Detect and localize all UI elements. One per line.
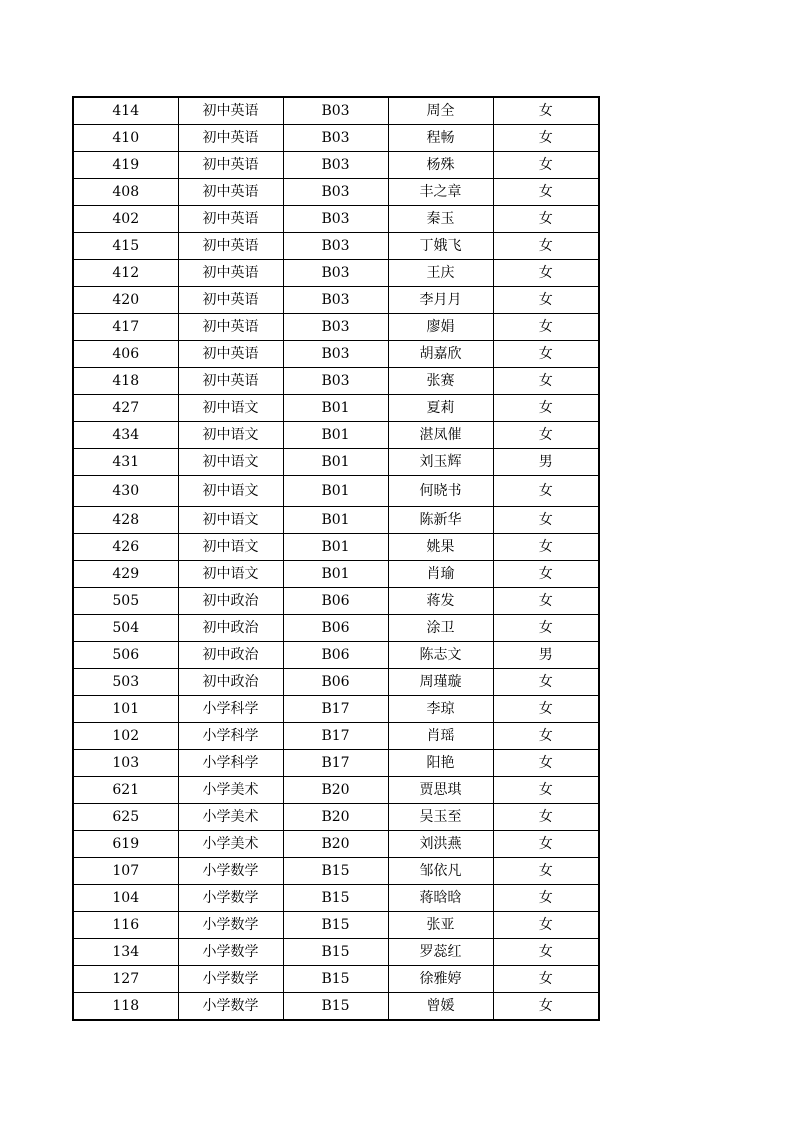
row-name-cell: 张亚	[388, 912, 493, 939]
table-row	[73, 615, 599, 642]
row-subject-cell: 初中政治	[178, 615, 283, 642]
row-subject-cell: 初中语文	[178, 534, 283, 561]
table-row	[73, 368, 599, 395]
table-row	[73, 233, 599, 260]
row-id-cell: 410	[73, 125, 178, 152]
row-name-cell: 杨殊	[388, 152, 493, 179]
row-subject-cell: 初中英语	[178, 287, 283, 314]
row-code-cell: B17	[283, 723, 388, 750]
row-name-cell: 湛凤催	[388, 422, 493, 449]
table-row	[73, 588, 599, 615]
row-subject-cell: 初中英语	[178, 368, 283, 395]
row-code-cell: B15	[283, 993, 388, 1021]
row-code-cell: B06	[283, 669, 388, 696]
row-gender-cell: 女	[493, 723, 599, 750]
row-code-cell: B03	[283, 125, 388, 152]
table-row	[73, 696, 599, 723]
row-id-cell: 418	[73, 368, 178, 395]
row-gender-cell: 女	[493, 939, 599, 966]
table-row	[73, 777, 599, 804]
row-id-cell: 619	[73, 831, 178, 858]
row-code-cell: B03	[283, 179, 388, 206]
row-code-cell: B15	[283, 858, 388, 885]
row-subject-cell: 小学科学	[178, 723, 283, 750]
row-code-cell: B17	[283, 696, 388, 723]
row-subject-cell: 初中英语	[178, 260, 283, 287]
row-subject-cell: 小学美术	[178, 804, 283, 831]
row-name-cell: 王庆	[388, 260, 493, 287]
row-name-cell: 邹依凡	[388, 858, 493, 885]
row-name-cell: 罗蕊红	[388, 939, 493, 966]
row-name-cell: 李月月	[388, 287, 493, 314]
row-id-cell: 415	[73, 233, 178, 260]
row-subject-cell: 小学数学	[178, 912, 283, 939]
row-code-cell: B01	[283, 449, 388, 476]
row-id-cell: 102	[73, 723, 178, 750]
table-row	[73, 858, 599, 885]
row-id-cell: 408	[73, 179, 178, 206]
row-code-cell: B01	[283, 561, 388, 588]
row-subject-cell: 初中英语	[178, 125, 283, 152]
row-name-cell: 夏莉	[388, 395, 493, 422]
row-code-cell: B20	[283, 831, 388, 858]
row-id-cell: 426	[73, 534, 178, 561]
row-id-cell: 505	[73, 588, 178, 615]
roster-table	[72, 96, 600, 1021]
row-id-cell: 434	[73, 422, 178, 449]
row-id-cell: 127	[73, 966, 178, 993]
row-subject-cell: 初中政治	[178, 642, 283, 669]
table-row	[73, 287, 599, 314]
row-name-cell: 李琼	[388, 696, 493, 723]
row-name-cell: 陈志文	[388, 642, 493, 669]
row-gender-cell: 女	[493, 368, 599, 395]
row-name-cell: 徐雅婷	[388, 966, 493, 993]
row-gender-cell: 女	[493, 476, 599, 507]
row-subject-cell: 初中英语	[178, 341, 283, 368]
row-name-cell: 丁娥飞	[388, 233, 493, 260]
row-name-cell: 张赛	[388, 368, 493, 395]
row-gender-cell: 女	[493, 696, 599, 723]
row-name-cell: 陈新华	[388, 507, 493, 534]
row-subject-cell: 初中英语	[178, 179, 283, 206]
row-code-cell: B15	[283, 912, 388, 939]
row-gender-cell: 女	[493, 966, 599, 993]
table-row	[73, 206, 599, 233]
row-name-cell: 贾思琪	[388, 777, 493, 804]
row-subject-cell: 小学美术	[178, 831, 283, 858]
row-code-cell: B03	[283, 206, 388, 233]
row-subject-cell: 初中语文	[178, 422, 283, 449]
row-name-cell: 胡嘉欣	[388, 341, 493, 368]
row-code-cell: B20	[283, 804, 388, 831]
row-name-cell: 涂卫	[388, 615, 493, 642]
table-row	[73, 507, 599, 534]
row-code-cell: B01	[283, 507, 388, 534]
row-name-cell: 丰之章	[388, 179, 493, 206]
row-name-cell: 刘洪燕	[388, 831, 493, 858]
row-gender-cell: 女	[493, 206, 599, 233]
row-gender-cell: 女	[493, 395, 599, 422]
row-id-cell: 429	[73, 561, 178, 588]
row-code-cell: B15	[283, 885, 388, 912]
row-name-cell: 程畅	[388, 125, 493, 152]
row-gender-cell: 男	[493, 642, 599, 669]
row-code-cell: B06	[283, 588, 388, 615]
row-gender-cell: 女	[493, 669, 599, 696]
row-code-cell: B01	[283, 422, 388, 449]
row-code-cell: B03	[283, 233, 388, 260]
row-code-cell: B06	[283, 615, 388, 642]
table-row	[73, 642, 599, 669]
table-row	[73, 97, 599, 125]
row-gender-cell: 女	[493, 804, 599, 831]
row-name-cell: 蒋晗晗	[388, 885, 493, 912]
row-code-cell: B03	[283, 368, 388, 395]
row-id-cell: 406	[73, 341, 178, 368]
row-subject-cell: 小学科学	[178, 750, 283, 777]
row-id-cell: 116	[73, 912, 178, 939]
row-id-cell: 506	[73, 642, 178, 669]
table-row	[73, 125, 599, 152]
row-gender-cell: 女	[493, 912, 599, 939]
row-code-cell: B01	[283, 476, 388, 507]
row-id-cell: 412	[73, 260, 178, 287]
table-row	[73, 912, 599, 939]
row-gender-cell: 女	[493, 97, 599, 125]
table-row	[73, 314, 599, 341]
row-gender-cell: 女	[493, 287, 599, 314]
row-id-cell: 427	[73, 395, 178, 422]
row-id-cell: 419	[73, 152, 178, 179]
row-code-cell: B20	[283, 777, 388, 804]
row-id-cell: 431	[73, 449, 178, 476]
row-subject-cell: 小学数学	[178, 939, 283, 966]
row-id-cell: 621	[73, 777, 178, 804]
row-gender-cell: 女	[493, 260, 599, 287]
row-gender-cell: 女	[493, 750, 599, 777]
row-subject-cell: 初中语文	[178, 395, 283, 422]
row-name-cell: 姚果	[388, 534, 493, 561]
row-code-cell: B03	[283, 314, 388, 341]
row-id-cell: 420	[73, 287, 178, 314]
row-subject-cell: 初中政治	[178, 588, 283, 615]
row-code-cell: B01	[283, 534, 388, 561]
row-subject-cell: 初中英语	[178, 152, 283, 179]
row-subject-cell: 小学美术	[178, 777, 283, 804]
table-row	[73, 561, 599, 588]
row-name-cell: 周瑾璇	[388, 669, 493, 696]
table-row	[73, 885, 599, 912]
row-id-cell: 118	[73, 993, 178, 1021]
row-id-cell: 625	[73, 804, 178, 831]
row-gender-cell: 女	[493, 615, 599, 642]
row-subject-cell: 小学数学	[178, 966, 283, 993]
row-subject-cell: 初中语文	[178, 561, 283, 588]
row-code-cell: B06	[283, 642, 388, 669]
row-code-cell: B03	[283, 152, 388, 179]
table-row	[73, 831, 599, 858]
row-gender-cell: 女	[493, 777, 599, 804]
table-row	[73, 449, 599, 476]
row-gender-cell: 女	[493, 831, 599, 858]
row-code-cell: B03	[283, 97, 388, 125]
row-gender-cell: 女	[493, 507, 599, 534]
row-gender-cell: 女	[493, 534, 599, 561]
row-name-cell: 阳艳	[388, 750, 493, 777]
row-name-cell: 廖娟	[388, 314, 493, 341]
table-row	[73, 966, 599, 993]
row-name-cell: 蒋发	[388, 588, 493, 615]
row-id-cell: 504	[73, 615, 178, 642]
table-row	[73, 341, 599, 368]
row-name-cell: 曾媛	[388, 993, 493, 1021]
row-subject-cell: 初中英语	[178, 314, 283, 341]
row-gender-cell: 女	[493, 858, 599, 885]
row-subject-cell: 初中英语	[178, 206, 283, 233]
row-id-cell: 101	[73, 696, 178, 723]
row-id-cell: 134	[73, 939, 178, 966]
row-id-cell: 503	[73, 669, 178, 696]
row-gender-cell: 女	[493, 125, 599, 152]
table-row	[73, 422, 599, 449]
row-subject-cell: 初中政治	[178, 669, 283, 696]
row-code-cell: B03	[283, 287, 388, 314]
table-row	[73, 939, 599, 966]
table-row	[73, 476, 599, 507]
row-id-cell: 103	[73, 750, 178, 777]
table-row	[73, 395, 599, 422]
row-code-cell: B15	[283, 966, 388, 993]
row-subject-cell: 小学数学	[178, 885, 283, 912]
row-code-cell: B03	[283, 341, 388, 368]
row-name-cell: 刘玉辉	[388, 449, 493, 476]
row-subject-cell: 小学数学	[178, 858, 283, 885]
row-gender-cell: 女	[493, 314, 599, 341]
row-id-cell: 402	[73, 206, 178, 233]
row-gender-cell: 男	[493, 449, 599, 476]
row-gender-cell: 女	[493, 561, 599, 588]
table-row	[73, 993, 599, 1021]
table-row	[73, 179, 599, 206]
row-gender-cell: 女	[493, 179, 599, 206]
row-subject-cell: 小学数学	[178, 993, 283, 1021]
table-row	[73, 260, 599, 287]
row-name-cell: 周全	[388, 97, 493, 125]
table-row	[73, 723, 599, 750]
row-id-cell: 107	[73, 858, 178, 885]
row-code-cell: B01	[283, 395, 388, 422]
row-id-cell: 430	[73, 476, 178, 507]
row-id-cell: 417	[73, 314, 178, 341]
row-name-cell: 秦玉	[388, 206, 493, 233]
row-gender-cell: 女	[493, 885, 599, 912]
row-subject-cell: 初中语文	[178, 507, 283, 534]
table-row	[73, 669, 599, 696]
row-subject-cell: 小学科学	[178, 696, 283, 723]
table-row	[73, 534, 599, 561]
row-id-cell: 428	[73, 507, 178, 534]
table-row	[73, 750, 599, 777]
row-gender-cell: 女	[493, 422, 599, 449]
row-name-cell: 肖瑶	[388, 723, 493, 750]
row-subject-cell: 初中英语	[178, 233, 283, 260]
table-row	[73, 804, 599, 831]
row-gender-cell: 女	[493, 993, 599, 1021]
row-gender-cell: 女	[493, 341, 599, 368]
roster-table-body	[73, 97, 599, 1020]
row-code-cell: B17	[283, 750, 388, 777]
row-code-cell: B03	[283, 260, 388, 287]
row-gender-cell: 女	[493, 588, 599, 615]
row-gender-cell: 女	[493, 152, 599, 179]
row-subject-cell: 初中语文	[178, 449, 283, 476]
row-id-cell: 414	[73, 97, 178, 125]
row-name-cell: 何晓书	[388, 476, 493, 507]
row-id-cell: 104	[73, 885, 178, 912]
row-subject-cell: 初中语文	[178, 476, 283, 507]
row-code-cell: B15	[283, 939, 388, 966]
row-name-cell: 吴玉至	[388, 804, 493, 831]
row-subject-cell: 初中英语	[178, 97, 283, 125]
table-row	[73, 152, 599, 179]
row-gender-cell: 女	[493, 233, 599, 260]
row-name-cell: 肖瑜	[388, 561, 493, 588]
